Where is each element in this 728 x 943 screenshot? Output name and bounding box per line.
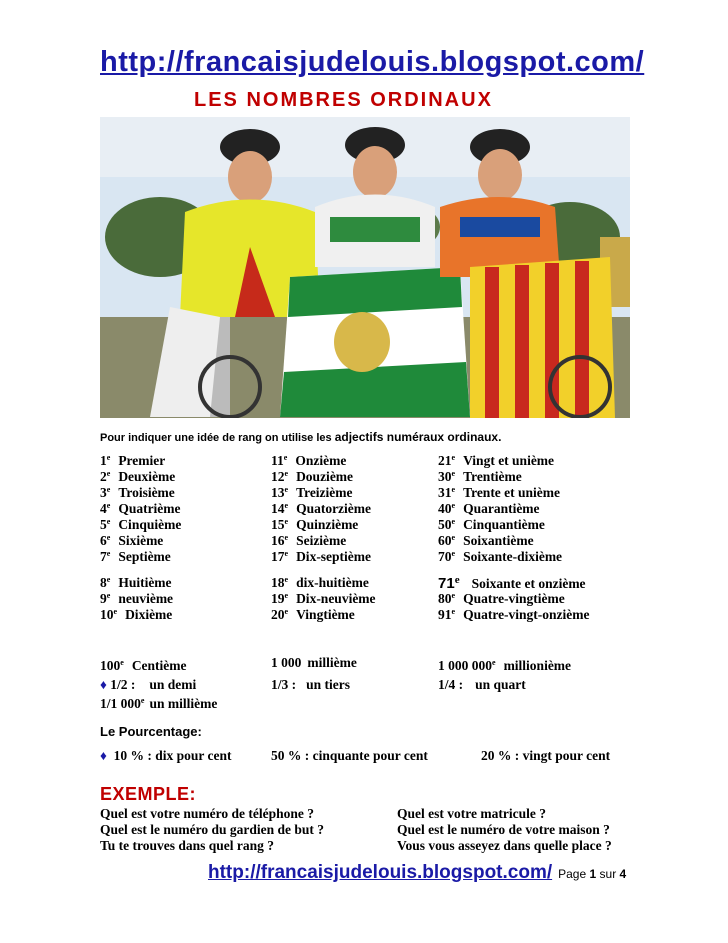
ordinal-entry: 91e Quatre-vingt-onzième: [438, 607, 590, 622]
ordinal-entry: 17e Dix-septième: [271, 549, 372, 564]
ordinal-row: [100, 530, 640, 546]
ordinal-entry: 30e Trentième: [438, 469, 522, 484]
big-number-100: 100e Centième: [100, 658, 187, 673]
ordinal-entry: 70e Soixante-dixième: [438, 549, 563, 564]
ordinal-entry: 9e neuvième: [100, 591, 174, 606]
ordinal-entry: 13e Treizième: [271, 485, 353, 500]
ordinal-entry: 14e Quatorzième: [271, 501, 372, 516]
exemple-question: Quel est le numéro de votre maison ?: [397, 822, 610, 837]
ordinal-row: [100, 450, 640, 466]
fraction-third: 1/3 : un tiers: [271, 677, 350, 692]
ordinal-entry: 50e Cinquantième: [438, 517, 545, 532]
footer-url-link[interactable]: http://francaisjudelouis.blogspot.com/: [208, 862, 553, 883]
pourcentage-heading: Le Pourcentage:: [100, 724, 202, 739]
ordinal-entry: 71e Soixante et onzième: [438, 574, 586, 592]
ordinal-entry: 2e Deuxième: [100, 469, 176, 484]
exemple-question: Quel est le numéro du gardien de but ?: [100, 822, 325, 837]
ordinal-row: [100, 604, 640, 620]
big-number-1000: 1 000 millième: [271, 655, 357, 670]
ordinal-row: [100, 514, 640, 530]
ordinal-entry: 1e Premier: [100, 453, 166, 468]
ordinal-row: [100, 498, 640, 514]
ordinal-entry: 16e Seizième: [271, 533, 347, 548]
percent-10: ♦ 10 % : dix pour cent: [100, 748, 232, 763]
percent-20: 20 % : vingt pour cent: [481, 748, 611, 763]
ordinal-entry: 4e Quatrième: [100, 501, 181, 516]
cyclists-photo-icon: [100, 117, 630, 418]
header-url-link[interactable]: http://francaisjudelouis.blogspot.com/: [100, 46, 645, 78]
ordinal-entry: 40e Quarantième: [438, 501, 540, 516]
diamond-bullet-icon: ♦: [100, 677, 107, 692]
exemple-question: Tu te trouves dans quel rang ?: [100, 838, 275, 853]
ordinal-entry: 60e Soixantième: [438, 533, 534, 548]
ordinal-entry: 6e Sixième: [100, 533, 164, 548]
ordinal-row: [100, 588, 640, 604]
cyclists-photo: [100, 117, 630, 418]
diamond-bullet-icon: ♦: [100, 748, 107, 763]
intro-part2: adjectifs numéraux ordinaux.: [334, 430, 502, 444]
exemple-question: Vous vous asseyez dans quelle place ?: [397, 838, 612, 853]
page-number: Page 1 sur 4: [558, 867, 627, 881]
pourcentage-row: [100, 748, 640, 764]
exemple-question: Quel est votre matricule ?: [397, 806, 546, 821]
fraction-quarter: 1/4 : un quart: [438, 677, 526, 692]
ordinal-row: [100, 546, 640, 562]
fraction-thousandth-row: [100, 693, 640, 709]
percent-50: 50 % : cinquante pour cent: [271, 748, 428, 763]
ordinal-entry: 3e Troisième: [100, 485, 175, 500]
exemple-question: Quel est votre numéro de téléphone ?: [100, 806, 314, 821]
page-footer: [208, 862, 626, 884]
intro-sentence: [100, 428, 501, 446]
ordinal-entry: 21e Vingt et unième: [438, 453, 555, 468]
fraction-half: ♦ 1/2 : un demi: [100, 677, 197, 692]
ordinal-entry: 12e Douzième: [271, 469, 354, 484]
ordinal-entry: 5e Cinquième: [100, 517, 182, 532]
document-title: LES NOMBRES ORDINAUX: [194, 89, 493, 111]
fraction-thousandth: 1/1 000e un millième: [100, 696, 218, 711]
ordinal-entry: 11e Onzième: [271, 453, 347, 468]
ordinal-entry: 10e Dixième: [100, 607, 173, 622]
ordinal-entry: 15e Quinzième: [271, 517, 359, 532]
ordinal-entry: 31e Trente et unième: [438, 485, 561, 500]
ordinal-entry: 20e Vingtième: [271, 607, 355, 622]
ordinal-entry: 19e Dix-neuvième: [271, 591, 376, 606]
ordinal-entry: 8e Huitième: [100, 575, 172, 590]
big-number-million: 1 000 000e millionième: [438, 658, 572, 673]
exemple-left-column: [100, 806, 324, 854]
ordinal-row: [100, 482, 640, 498]
intro-part1: Pour indiquer une idée de rang on utilise les: [100, 432, 335, 444]
big-numbers-row: [100, 655, 640, 671]
ordinal-entry: 18e dix-huitième: [271, 575, 369, 590]
fractions-row: [100, 677, 640, 693]
ordinal-row: [100, 466, 640, 482]
ordinal-entry: 80e Quatre-vingtième: [438, 591, 565, 606]
exemple-right-column: [397, 806, 612, 854]
exemple-heading: EXEMPLE:: [100, 784, 197, 804]
ordinal-entry: 7e Septième: [100, 549, 171, 564]
ordinal-row: [100, 572, 640, 592]
